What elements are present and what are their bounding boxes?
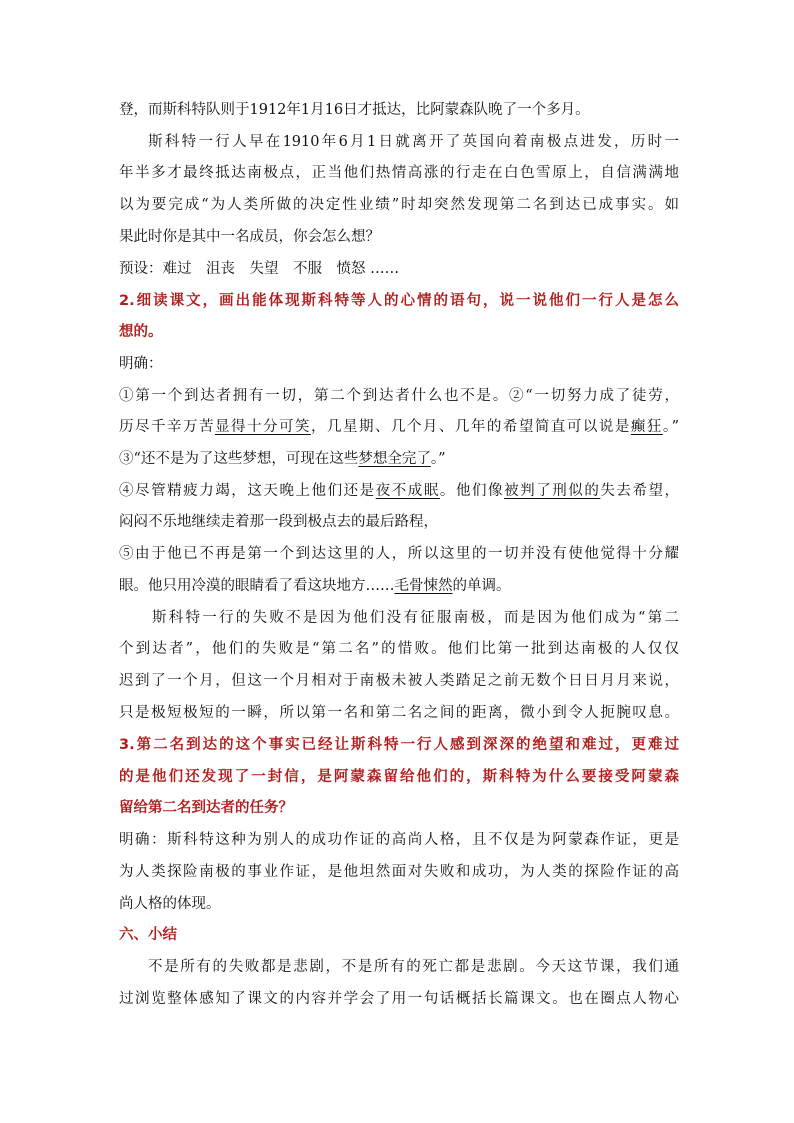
text-line: 斯科特一行人早在1910年6月1日就离开了英国向着南极点进发，历时一 <box>148 134 679 150</box>
preset-line: 预设：难过 沮丧 失望 不服 愤怒 …… <box>119 261 400 277</box>
text-segment: ④尽管精疲力竭，这天晚上他们还是 <box>119 483 376 499</box>
text-segment: ，几星期、几个月、几年的希望简直可以说是 <box>310 419 631 435</box>
text-segment: 。” <box>430 451 446 467</box>
text-segment: 的单调。 <box>452 578 511 594</box>
question-heading: 2.细读课文，画出能体现斯科特等人的心情的语句，说一说他们一行人是怎么 <box>119 293 679 309</box>
question-heading: 留给第二名到达者的任务？ <box>119 800 293 816</box>
text-segment: 失去希望， <box>600 483 680 499</box>
text-line: 过浏览整体感知了课文的内容并学会了用一句话概括长篇课文。也在圈点人物心 <box>119 991 679 1007</box>
section-heading: 六、小结 <box>119 927 177 943</box>
text-segment: 历尽千辛万苦 <box>119 419 215 435</box>
text-line <box>119 449 679 469</box>
text-line: 年半多才最终抵达南极点，正当他们热情高涨的行走在白色雪原上，自信满满地 <box>119 165 679 181</box>
underlined-phrase: 被判了刑似的 <box>504 483 601 499</box>
text-line: 为人类探险南极的事业作证，是他坦然面对失败和成功，为人类的探险作证的高 <box>119 864 679 880</box>
underlined-phrase: 显得十分可笑 <box>214 419 311 435</box>
text-line: 以为要完成“为人类所做的决定性业绩”时却突然发现第二名到达已成事实。如 <box>119 197 679 213</box>
text-line: ⑤由于他已不再是第一个到达这里的人，所以这里的一切并没有使他觉得十分耀 <box>119 546 679 562</box>
text-segment: 。他们像 <box>439 483 505 499</box>
text-line: 不是所有的失败都是悲剧，不是所有的死亡都是悲剧。今天这节课，我们通 <box>148 959 679 975</box>
text-line <box>119 417 679 437</box>
text-line <box>119 481 679 501</box>
underlined-phrase: 梦想全完了 <box>358 451 431 467</box>
question-heading: 的是他们还发现了一封信，是阿蒙森留给他们的，斯科特为什么要接受阿蒙森 <box>119 769 679 785</box>
underlined-phrase: 癫狂 <box>630 419 663 435</box>
text-line: 闷闷不乐地继续走着那一段到极点去的最后路程， <box>119 514 438 530</box>
question-heading: 想的。 <box>119 324 163 340</box>
underlined-phrase: 夜不成眠 <box>375 483 440 499</box>
text-line: 个到达者”，他们的失败是“第二名”的惜败。他们比第一批到达南极的人仅仅 <box>119 641 679 657</box>
question-heading: 3.第二名到达的这个事实已经让斯科特一行人感到深深的绝望和难过，更难过 <box>119 737 679 753</box>
text-line: 只是极短极短的一瞬，所以第一名和第二名之间的距离，微小到令人扼腕叹息。 <box>119 705 679 721</box>
text-segment: 眼。他只用冷漠的眼睛看了看这块地方…… <box>119 578 395 594</box>
text-segment: ③“还不是为了这些梦想，可现在这些 <box>119 451 359 467</box>
text-line: 明确：斯科特这种为别人的成功作证的高尚人格，且不仅是为阿蒙森作证，更是 <box>119 832 679 848</box>
text-line <box>119 576 679 596</box>
answer-label: 明确： <box>119 356 163 372</box>
text-segment: 。” <box>662 419 680 435</box>
text-line: 尚人格的体现。 <box>119 896 221 912</box>
underlined-phrase: 毛骨悚然 <box>394 578 453 594</box>
text-line: ①第一个到达者拥有一切，第二个到达者什么也不是。②“一切努力成了徒劳， <box>119 388 679 404</box>
text-line: 迟到了一个月，但这一个月相对于南极未被人类踏足之前无数个日日月月来说， <box>119 673 679 689</box>
text-line: 果此时你是其中一名成员，你会怎么想？ <box>119 229 380 245</box>
text-line: 登，而斯科特队则于1912年1月16日才抵达，比阿蒙森队晚了一个多月。 <box>119 102 590 118</box>
text-line: 斯科特一行的失败不是因为他们没有征服南极，而是因为他们成为“第二 <box>152 610 679 626</box>
